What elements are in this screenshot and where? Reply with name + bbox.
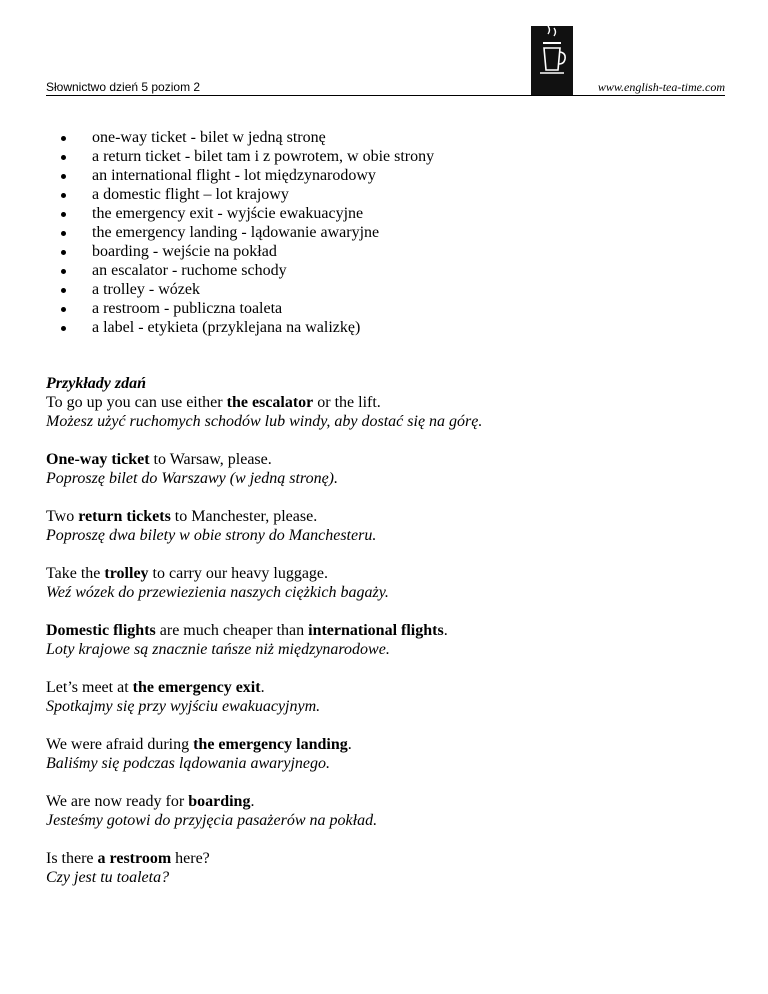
example-text: Two — [46, 508, 79, 525]
example-text: Let’s meet at — [46, 679, 133, 696]
example-text: Is there — [46, 850, 98, 867]
vocab-item: a domestic flight – lot krajowy — [46, 185, 434, 204]
example-english — [46, 450, 726, 469]
example-english — [46, 792, 726, 811]
example-polish: Możesz użyć ruchomych schodów lub windy, aby dostać się na górę. — [46, 413, 483, 430]
example-text: We are now ready for — [46, 793, 189, 810]
example-english — [46, 564, 726, 583]
vocab-item: a trolley - wózek — [46, 280, 434, 299]
example-pair — [46, 792, 726, 830]
example-text: Take the — [46, 565, 105, 582]
example-pair — [46, 393, 726, 431]
examples-section — [46, 374, 726, 906]
examples-heading: Przykłady zdań — [46, 375, 146, 392]
example-english — [46, 735, 726, 754]
example-pair — [46, 507, 726, 545]
example-polish: Weź wózek do przewiezienia naszych ciężkich bagaży. — [46, 584, 389, 601]
example-text: . — [347, 736, 352, 753]
example-keyword: boarding — [188, 793, 251, 810]
vocab-item: an international flight - lot międzynarodowy — [46, 166, 434, 185]
example-english — [46, 849, 726, 868]
example-polish: Poproszę bilet do Warszawy (w jedną stronę). — [46, 470, 338, 487]
example-keyword: One-way ticket — [46, 451, 150, 468]
example-text: . — [443, 622, 448, 639]
example-text: or the lift. — [313, 394, 381, 411]
example-text: are much cheaper than — [155, 622, 309, 639]
example-english — [46, 621, 726, 640]
example-pair — [46, 735, 726, 773]
example-polish: Baliśmy się podczas lądowania awaryjnego. — [46, 755, 330, 772]
header-divider — [46, 95, 725, 96]
example-keyword: the escalator — [226, 394, 314, 411]
teacup-logo-icon — [531, 26, 573, 95]
example-keyword: the emergency landing — [193, 736, 348, 753]
example-keyword: international flights — [308, 622, 444, 639]
example-text: We were afraid during — [46, 736, 194, 753]
example-text: . — [260, 679, 265, 696]
example-keyword: a restroom — [97, 850, 172, 867]
example-text: . — [250, 793, 255, 810]
example-polish: Czy jest tu toaleta? — [46, 869, 170, 886]
example-text: here? — [171, 850, 210, 867]
example-text: to carry our heavy luggage. — [148, 565, 329, 582]
example-keyword: return tickets — [78, 508, 171, 525]
example-text: To go up you can use either — [46, 394, 227, 411]
vocab-item: a label - etykieta (przyklejana na walizkę) — [46, 318, 434, 337]
header-url: www.english-tea-time.com — [597, 80, 725, 94]
example-pair — [46, 450, 726, 488]
example-keyword: trolley — [104, 565, 149, 582]
vocab-item: one-way ticket - bilet w jedną stronę — [46, 128, 434, 147]
example-pair — [46, 621, 726, 659]
example-polish: Loty krajowe są znacznie tańsze niż międzynarodowe. — [46, 641, 390, 658]
vocab-item: the emergency landing - lądowanie awaryjne — [46, 223, 434, 242]
header-title: Słownictwo dzień 5 poziom 2 — [46, 80, 201, 94]
vocab-item: boarding - wejście na pokład — [46, 242, 434, 261]
example-pair — [46, 678, 726, 716]
example-keyword: the emergency exit — [132, 679, 261, 696]
vocab-item: the emergency exit - wyjście ewakuacyjne — [46, 204, 434, 223]
example-english — [46, 507, 726, 526]
page-header — [46, 26, 725, 96]
example-text: to Manchester, please. — [170, 508, 318, 525]
example-english — [46, 393, 726, 412]
example-pair — [46, 849, 726, 887]
vocabulary-list — [46, 128, 434, 337]
example-polish: Poproszę dwa bilety w obie strony do Manchesteru. — [46, 527, 377, 544]
vocab-item: a return ticket - bilet tam i z powrotem, w obie strony — [46, 147, 434, 166]
vocab-item: an escalator - ruchome schody — [46, 261, 434, 280]
vocab-item: a restroom - publiczna toaleta — [46, 299, 434, 318]
example-polish: Jesteśmy gotowi do przyjęcia pasażerów na pokład. — [46, 812, 378, 829]
example-english — [46, 678, 726, 697]
example-pair — [46, 564, 726, 602]
example-text: to Warsaw, please. — [149, 451, 272, 468]
example-polish: Spotkajmy się przy wyjściu ewakuacyjnym. — [46, 698, 321, 715]
example-keyword: Domestic flights — [46, 622, 156, 639]
